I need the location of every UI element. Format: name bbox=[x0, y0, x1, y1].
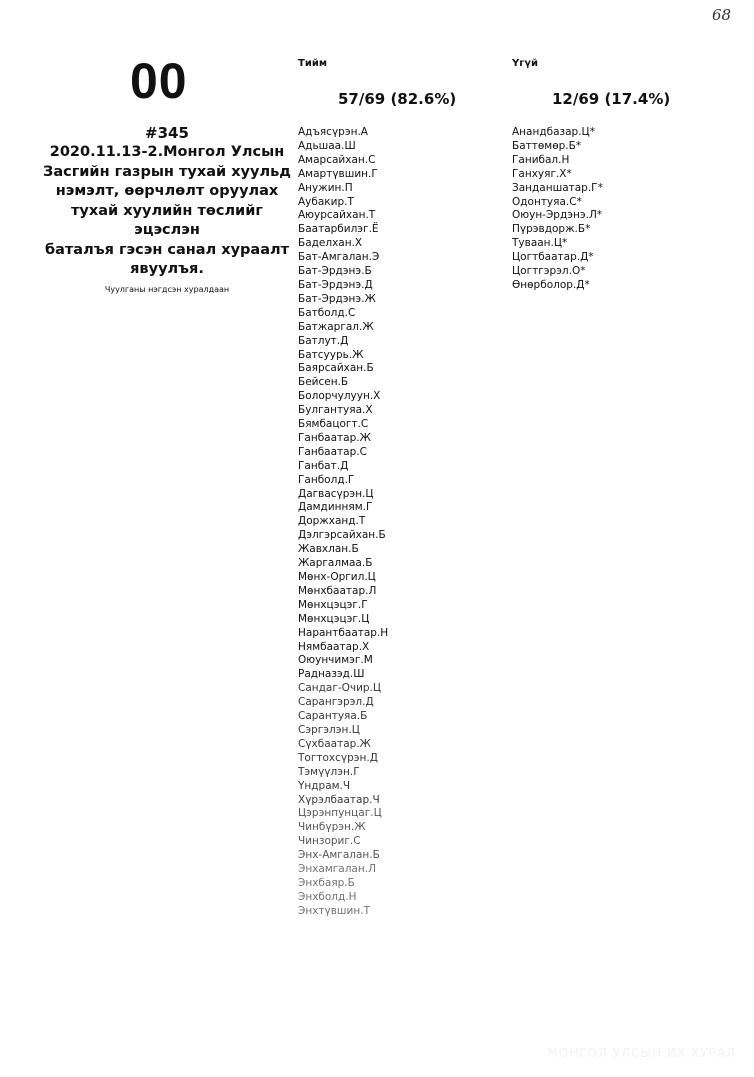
yes-voter-name: Мөнх-Оргил.Ц bbox=[298, 571, 376, 583]
no-voter-name: Цогтбаатар.Д* bbox=[512, 251, 594, 264]
no-voter-name: Өнөрболор.Д* bbox=[512, 278, 590, 291]
yes-voter-name: Булгантуяа.Х bbox=[298, 404, 373, 417]
yes-voter-name: Бат-Эрдэнэ.Д bbox=[298, 278, 373, 291]
yes-voter-name: Чинбүрэн.Ж bbox=[298, 821, 366, 834]
yes-voter-name: Жавхлан.Б bbox=[298, 543, 359, 556]
yes-voter-name: Чинзориг.С bbox=[298, 835, 361, 848]
yes-voter-name: Сүхбаатар.Ж bbox=[298, 737, 371, 750]
no-voter-name: Баттөмөр.Б* bbox=[512, 139, 582, 152]
yes-voter-name: Энхтүвшин.Т bbox=[298, 904, 370, 917]
yes-voter-list bbox=[298, 126, 388, 919]
watermark: МОНГОЛ УЛСЫН ИХ ХУРАЛ bbox=[547, 1046, 736, 1060]
yes-voter-name: Амартүвшин.Г bbox=[298, 167, 378, 180]
yes-voter-name: Сарангэрэл.Д bbox=[298, 696, 374, 709]
yes-voter-name: Ганбаатар.Ж bbox=[298, 431, 371, 444]
motion-number: #345 bbox=[145, 124, 189, 142]
yes-voter-name: Цэрэнпунцаг.Ц bbox=[298, 807, 382, 820]
yes-voter-name: Жаргалмаа.Б bbox=[298, 557, 373, 570]
yes-voter-name: Ганболд.Г bbox=[298, 473, 355, 486]
yes-voter-name: Дамдинням.Г bbox=[298, 501, 373, 514]
motion-title-line: явуулъя. bbox=[130, 261, 204, 277]
yes-voter-name: Батболд.С bbox=[298, 306, 356, 319]
yes-voter-name: Батжаргал.Ж bbox=[298, 320, 374, 333]
page-number: 68 bbox=[712, 6, 732, 24]
yes-voter-name: Бямбацогт.С bbox=[298, 418, 369, 431]
yes-voter-name: Сандаг-Очир.Ц bbox=[298, 682, 382, 695]
yes-voter-name: Нямбаатар.Х bbox=[298, 640, 370, 653]
yes-voter-name: Ганбат.Д bbox=[298, 459, 349, 472]
yes-voter-name: Мөнхбаатар.Л bbox=[298, 584, 377, 597]
motion-title bbox=[42, 143, 292, 280]
yes-voter-name: Болорчулуун.Х bbox=[298, 390, 381, 403]
no-voter-name: Анандбазар.Ц* bbox=[512, 126, 595, 138]
yes-voter-name: Мөнхцэцэг.Г bbox=[298, 598, 368, 611]
yes-voter-name: Мөнхцэцэг.Ц bbox=[298, 612, 370, 625]
session-code: 00 bbox=[130, 53, 188, 109]
no-voter-name: Оюун-Эрдэнэ.Л* bbox=[512, 209, 603, 222]
yes-voter-name: Нарантбаатар.Н bbox=[298, 626, 389, 639]
yes-voter-name: Доржханд.Т bbox=[298, 515, 366, 528]
yes-voter-name: Бат-Амгалан.Э bbox=[298, 251, 380, 264]
yes-voter-name: Энхамгалан.Л bbox=[298, 863, 376, 876]
yes-voter-name: Амарсайхан.С bbox=[298, 153, 376, 166]
no-voter-name: Занданшатар.Г* bbox=[512, 181, 603, 194]
yes-voter-name: Сэргэлэн.Ц bbox=[298, 723, 360, 736]
no-voter-name: Одонтуяа.С* bbox=[512, 195, 582, 208]
yes-voter-name: Аюурсайхан.Т bbox=[298, 209, 376, 222]
yes-voter-name: Сарантуяа.Б bbox=[298, 710, 368, 723]
yes-voter-name: Аубакир.Т bbox=[298, 195, 354, 208]
yes-voter-name: Оюунчимэг.М bbox=[298, 654, 373, 667]
yes-voter-name: Энх-Амгалан.Б bbox=[298, 849, 380, 862]
no-voter-name: Ганхуяг.Х* bbox=[512, 167, 572, 180]
yes-voter-name: Энхбаяр.Б bbox=[298, 876, 355, 889]
motion-title-line: тухай хуулийн төслийг эцэслэн bbox=[71, 202, 263, 238]
yes-voter-name: Радназэд.Ш bbox=[298, 668, 365, 681]
yes-voter-name: Бат-Эрдэнэ.Ж bbox=[298, 292, 376, 305]
yes-voter-name: Тэмүүлэн.Г bbox=[298, 765, 360, 778]
no-voter-name: Цогтгэрэл.О* bbox=[512, 265, 586, 278]
yes-voter-name: Бейсен.Б bbox=[298, 376, 349, 389]
yes-voter-name: Дагвасүрэн.Ц bbox=[298, 487, 374, 500]
motion-title-line: баталъя гэсэн санал хураалт bbox=[44, 241, 290, 258]
yes-voter-name: Баатарбилэг.Ё bbox=[298, 223, 379, 236]
yes-voter-name: Бат-Эрдэнэ.Б bbox=[298, 265, 372, 278]
motion-title-line: Засгийн газрын тухай хуульд bbox=[43, 163, 291, 180]
no-column-heading: Үгүй bbox=[512, 58, 538, 69]
no-voter-list bbox=[512, 126, 603, 293]
motion-title-line: нэмэлт, өөрчлөлт оруулах bbox=[55, 183, 279, 199]
yes-voter-name: Адъясүрэн.А bbox=[298, 126, 368, 138]
yes-voter-name: Ганбаатар.С bbox=[298, 445, 367, 458]
yes-voter-name: Батлут.Д bbox=[298, 334, 349, 347]
no-voter-name: Ганибал.Н bbox=[512, 153, 570, 166]
yes-voter-name: Баделхан.Х bbox=[298, 237, 363, 250]
yes-voter-name: Дэлгэрсайхан.Б bbox=[298, 529, 386, 542]
no-voter-name: Туваан.Ц* bbox=[512, 237, 568, 250]
yes-voter-name: Анужин.П bbox=[298, 181, 353, 194]
no-vote-count: 12/69 (17.4%) bbox=[552, 90, 671, 108]
motion-block bbox=[42, 124, 292, 295]
yes-voter-name: Энхболд.Н bbox=[298, 890, 357, 903]
yes-vote-count: 57/69 (82.6%) bbox=[338, 90, 457, 108]
yes-voter-name: Батсуурь.Ж bbox=[298, 348, 364, 361]
yes-voter-name: Үндрам.Ч bbox=[298, 779, 351, 792]
yes-column-heading: Тийм bbox=[298, 58, 328, 69]
no-voter-name: Пүрэвдорж.Б* bbox=[512, 223, 591, 236]
yes-voter-name: Баярсайхан.Б bbox=[298, 362, 374, 375]
motion-subtitle: Чуулганы нэгдсэн хуралдаан bbox=[104, 284, 230, 294]
motion-title-line: 2020.11.13-2.Монгол Улсын bbox=[49, 144, 285, 160]
yes-voter-name: Хүрэлбаатар.Ч bbox=[298, 793, 380, 806]
yes-voter-name: Тогтохсүрэн.Д bbox=[298, 751, 378, 764]
yes-voter-name: Адьшаа.Ш bbox=[298, 139, 356, 152]
